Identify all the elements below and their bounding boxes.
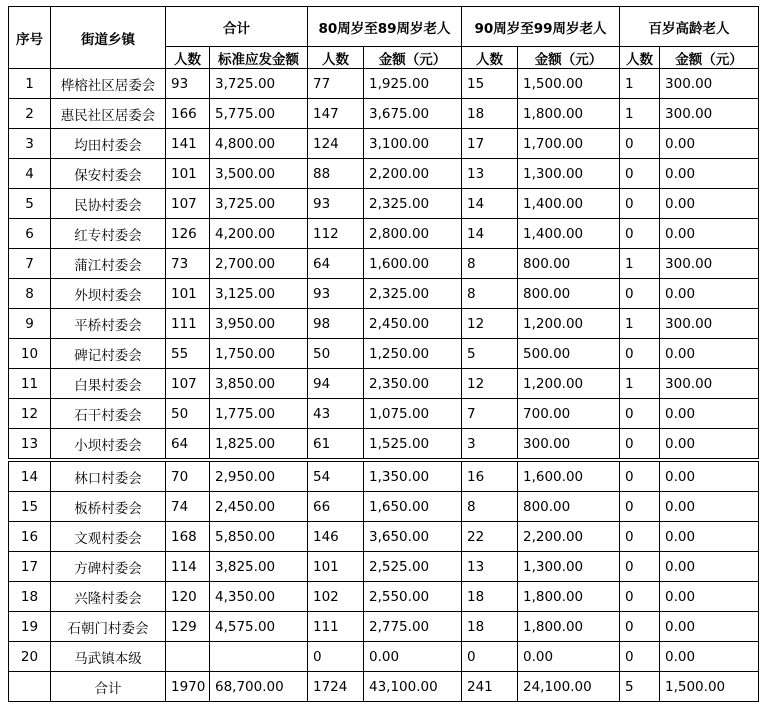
seq-cell: 10	[9, 339, 51, 369]
count-80: 102	[308, 582, 364, 612]
count-90: 5	[462, 339, 518, 369]
count-100: 1	[620, 369, 660, 399]
amount-100: 300.00	[660, 249, 759, 279]
table-row	[9, 612, 759, 642]
amount-90: 1,700.00	[518, 129, 620, 159]
count-100: 0	[620, 399, 660, 429]
amount-100: 300.00	[660, 309, 759, 339]
town-name: 林口村委会	[51, 462, 166, 492]
table-row	[9, 99, 759, 129]
count-100: 0	[620, 492, 660, 522]
amount-80: 0.00	[364, 642, 462, 672]
count-100: 0	[620, 552, 660, 582]
header-total: 合计	[166, 7, 308, 47]
amount-100: 0.00	[660, 582, 759, 612]
amount-90: 800.00	[518, 249, 620, 279]
table-row	[9, 399, 759, 429]
amount-100: 0.00	[660, 492, 759, 522]
town-name: 方碑村委会	[51, 552, 166, 582]
amount-100: 0.00	[660, 612, 759, 642]
seq-cell: 13	[9, 429, 51, 459]
amount-100: 0.00	[660, 129, 759, 159]
amount-80: 1,075.00	[364, 399, 462, 429]
total-amount: 5,775.00	[210, 99, 308, 129]
amount-80: 2,800.00	[364, 219, 462, 249]
elderly-subsidy-table-part1	[8, 6, 759, 459]
town-name: 保安村委会	[51, 159, 166, 189]
table-row	[9, 159, 759, 189]
amount-80: 1,250.00	[364, 339, 462, 369]
amount-80: 3,650.00	[364, 522, 462, 552]
count-100: 1	[620, 249, 660, 279]
total-row	[9, 672, 759, 702]
total-amount: 3,950.00	[210, 309, 308, 339]
town-name: 文观村委会	[51, 522, 166, 552]
total-amount: 3,825.00	[210, 552, 308, 582]
total-amount: 3,125.00	[210, 279, 308, 309]
total-count: 111	[166, 309, 210, 339]
amount-100: 0.00	[660, 462, 759, 492]
amount-90: 700.00	[518, 399, 620, 429]
town-name: 红专村委会	[51, 219, 166, 249]
table-row	[9, 249, 759, 279]
count-90: 12	[462, 369, 518, 399]
table-row	[9, 429, 759, 459]
amount-80: 2,200.00	[364, 159, 462, 189]
seq-cell: 9	[9, 309, 51, 339]
total-count: 74	[166, 492, 210, 522]
town-name: 白果村委会	[51, 369, 166, 399]
table-row	[9, 69, 759, 99]
total-count: 50	[166, 399, 210, 429]
header-90-99: 90周岁至99周岁老人	[462, 7, 620, 47]
total-amount: 68,700.00	[210, 672, 308, 702]
amount-80: 1,600.00	[364, 249, 462, 279]
count-90: 17	[462, 129, 518, 159]
amount-90: 1,800.00	[518, 582, 620, 612]
town-name: 惠民社区居委会	[51, 99, 166, 129]
seq-cell: 4	[9, 159, 51, 189]
count-100: 0	[620, 129, 660, 159]
amount-90: 1,600.00	[518, 462, 620, 492]
seq-cell: 16	[9, 522, 51, 552]
subheader-total-amount: 标准应发金额	[210, 47, 308, 69]
count-80: 0	[308, 642, 364, 672]
amount-90: 1,400.00	[518, 189, 620, 219]
total-amount: 5,850.00	[210, 522, 308, 552]
count-100: 0	[620, 339, 660, 369]
total-amount: 4,200.00	[210, 219, 308, 249]
count-100: 1	[620, 69, 660, 99]
total-90-count: 241	[462, 672, 518, 702]
total-80-count: 1724	[308, 672, 364, 702]
seq-cell: 19	[9, 612, 51, 642]
total-amount: 1,775.00	[210, 399, 308, 429]
total-80-amount: 43,100.00	[364, 672, 462, 702]
total-count: 120	[166, 582, 210, 612]
total-100-count: 5	[620, 672, 660, 702]
seq-cell: 8	[9, 279, 51, 309]
total-amount: 2,950.00	[210, 462, 308, 492]
town-name: 外坝村委会	[51, 279, 166, 309]
amount-80: 1,925.00	[364, 69, 462, 99]
town-name: 均田村委会	[51, 129, 166, 159]
total-amount: 4,575.00	[210, 612, 308, 642]
total-count: 1970	[166, 672, 210, 702]
seq-cell: 15	[9, 492, 51, 522]
count-100: 0	[620, 642, 660, 672]
count-90: 8	[462, 492, 518, 522]
count-90: 0	[462, 642, 518, 672]
count-90: 18	[462, 612, 518, 642]
table-row	[9, 582, 759, 612]
total-count: 126	[166, 219, 210, 249]
count-80: 54	[308, 462, 364, 492]
count-100: 0	[620, 462, 660, 492]
table-row	[9, 279, 759, 309]
count-100: 0	[620, 612, 660, 642]
elderly-subsidy-table-part2	[8, 461, 759, 702]
total-amount: 1,825.00	[210, 429, 308, 459]
count-100: 0	[620, 159, 660, 189]
subheader-80-amount: 金额（元）	[364, 47, 462, 69]
seq-cell: 12	[9, 399, 51, 429]
amount-100: 0.00	[660, 399, 759, 429]
amount-90: 1,300.00	[518, 159, 620, 189]
count-80: 61	[308, 429, 364, 459]
subheader-total-count: 人数	[166, 47, 210, 69]
town-name: 小坝村委会	[51, 429, 166, 459]
total-count: 107	[166, 189, 210, 219]
total-count: 107	[166, 369, 210, 399]
town-name: 桦榕社区居委会	[51, 69, 166, 99]
amount-90: 0.00	[518, 642, 620, 672]
amount-80: 2,775.00	[364, 612, 462, 642]
count-80: 93	[308, 279, 364, 309]
subheader-100-count: 人数	[620, 47, 660, 69]
count-90: 13	[462, 159, 518, 189]
table-row	[9, 369, 759, 399]
table-row	[9, 642, 759, 672]
town-name: 石朝门村委会	[51, 612, 166, 642]
seq-cell: 1	[9, 69, 51, 99]
count-80: 93	[308, 189, 364, 219]
table-row	[9, 492, 759, 522]
town-name: 民协村委会	[51, 189, 166, 219]
amount-90: 500.00	[518, 339, 620, 369]
count-80: 147	[308, 99, 364, 129]
amount-90: 300.00	[518, 429, 620, 459]
subheader-80-count: 人数	[308, 47, 364, 69]
count-80: 124	[308, 129, 364, 159]
amount-100: 300.00	[660, 99, 759, 129]
subheader-100-amount: 金额（元）	[660, 47, 759, 69]
table-row	[9, 339, 759, 369]
amount-100: 300.00	[660, 369, 759, 399]
total-count: 166	[166, 99, 210, 129]
count-100: 0	[620, 219, 660, 249]
count-90: 16	[462, 462, 518, 492]
table-row	[9, 462, 759, 492]
count-90: 13	[462, 552, 518, 582]
count-90: 14	[462, 189, 518, 219]
count-100: 1	[620, 309, 660, 339]
amount-90: 1,400.00	[518, 219, 620, 249]
total-amount: 3,725.00	[210, 189, 308, 219]
count-100: 0	[620, 189, 660, 219]
count-80: 146	[308, 522, 364, 552]
amount-90: 800.00	[518, 279, 620, 309]
total-count: 70	[166, 462, 210, 492]
amount-100: 0.00	[660, 159, 759, 189]
seq-cell: 5	[9, 189, 51, 219]
amount-90: 1,800.00	[518, 612, 620, 642]
count-90: 3	[462, 429, 518, 459]
count-90: 18	[462, 99, 518, 129]
total-amount: 3,500.00	[210, 159, 308, 189]
amount-100: 0.00	[660, 522, 759, 552]
total-count: 129	[166, 612, 210, 642]
town-name: 蒲江村委会	[51, 249, 166, 279]
total-count	[166, 642, 210, 672]
amount-90: 2,200.00	[518, 522, 620, 552]
count-100: 0	[620, 279, 660, 309]
table-row	[9, 309, 759, 339]
amount-90: 800.00	[518, 492, 620, 522]
amount-100: 0.00	[660, 429, 759, 459]
count-100: 0	[620, 522, 660, 552]
total-count: 114	[166, 552, 210, 582]
amount-80: 2,450.00	[364, 309, 462, 339]
amount-90: 1,300.00	[518, 552, 620, 582]
total-amount: 2,700.00	[210, 249, 308, 279]
amount-80: 3,100.00	[364, 129, 462, 159]
header-100: 百岁高龄老人	[620, 7, 759, 47]
count-100: 0	[620, 429, 660, 459]
count-80: 94	[308, 369, 364, 399]
table-row	[9, 552, 759, 582]
total-count: 101	[166, 159, 210, 189]
total-100-amount: 1,500.00	[660, 672, 759, 702]
count-80: 66	[308, 492, 364, 522]
seq-cell: 7	[9, 249, 51, 279]
amount-100: 0.00	[660, 552, 759, 582]
amount-100: 0.00	[660, 339, 759, 369]
table-row	[9, 219, 759, 249]
amount-80: 3,675.00	[364, 99, 462, 129]
town-name: 石干村委会	[51, 399, 166, 429]
seq-cell: 3	[9, 129, 51, 159]
count-90: 8	[462, 279, 518, 309]
count-90: 22	[462, 522, 518, 552]
total-amount: 4,350.00	[210, 582, 308, 612]
count-80: 64	[308, 249, 364, 279]
total-amount: 3,850.00	[210, 369, 308, 399]
header-seq: 序号	[9, 7, 51, 69]
subheader-90-count: 人数	[462, 47, 518, 69]
count-80: 111	[308, 612, 364, 642]
total-amount: 3,725.00	[210, 69, 308, 99]
total-count: 93	[166, 69, 210, 99]
count-90: 7	[462, 399, 518, 429]
count-80: 112	[308, 219, 364, 249]
town-name: 兴隆村委会	[51, 582, 166, 612]
amount-100: 0.00	[660, 642, 759, 672]
count-90: 14	[462, 219, 518, 249]
count-80: 43	[308, 399, 364, 429]
amount-100: 0.00	[660, 279, 759, 309]
town-name: 碑记村委会	[51, 339, 166, 369]
total-count: 73	[166, 249, 210, 279]
total-amount	[210, 642, 308, 672]
amount-90: 1,800.00	[518, 99, 620, 129]
table-row	[9, 129, 759, 159]
count-80: 88	[308, 159, 364, 189]
amount-100: 0.00	[660, 219, 759, 249]
town-name: 板桥村委会	[51, 492, 166, 522]
total-seq-cell	[9, 672, 51, 702]
amount-90: 1,500.00	[518, 69, 620, 99]
amount-80: 1,650.00	[364, 492, 462, 522]
count-90: 12	[462, 309, 518, 339]
total-amount: 2,450.00	[210, 492, 308, 522]
seq-cell: 6	[9, 219, 51, 249]
seq-cell: 2	[9, 99, 51, 129]
total-count: 168	[166, 522, 210, 552]
amount-80: 2,525.00	[364, 552, 462, 582]
seq-cell: 14	[9, 462, 51, 492]
table-row	[9, 189, 759, 219]
subheader-90-amount: 金额（元）	[518, 47, 620, 69]
count-80: 77	[308, 69, 364, 99]
town-name: 马武镇本级	[51, 642, 166, 672]
amount-100: 300.00	[660, 69, 759, 99]
count-100: 0	[620, 582, 660, 612]
total-count: 64	[166, 429, 210, 459]
total-count: 55	[166, 339, 210, 369]
count-100: 1	[620, 99, 660, 129]
amount-90: 1,200.00	[518, 369, 620, 399]
count-90: 18	[462, 582, 518, 612]
seq-cell: 18	[9, 582, 51, 612]
amount-80: 1,525.00	[364, 429, 462, 459]
amount-80: 2,350.00	[364, 369, 462, 399]
total-amount: 4,800.00	[210, 129, 308, 159]
amount-100: 0.00	[660, 189, 759, 219]
header-80-89: 80周岁至89周岁老人	[308, 7, 462, 47]
seq-cell: 20	[9, 642, 51, 672]
total-90-amount: 24,100.00	[518, 672, 620, 702]
count-80: 98	[308, 309, 364, 339]
town-name: 平桥村委会	[51, 309, 166, 339]
count-80: 101	[308, 552, 364, 582]
amount-90: 1,200.00	[518, 309, 620, 339]
amount-80: 2,325.00	[364, 279, 462, 309]
total-label: 合计	[51, 672, 166, 702]
amount-80: 2,550.00	[364, 582, 462, 612]
count-90: 8	[462, 249, 518, 279]
count-80: 50	[308, 339, 364, 369]
total-amount: 1,750.00	[210, 339, 308, 369]
total-count: 101	[166, 279, 210, 309]
amount-80: 2,325.00	[364, 189, 462, 219]
amount-80: 1,350.00	[364, 462, 462, 492]
header-town: 街道乡镇	[51, 7, 166, 69]
seq-cell: 17	[9, 552, 51, 582]
total-count: 141	[166, 129, 210, 159]
table-row	[9, 522, 759, 552]
seq-cell: 11	[9, 369, 51, 399]
count-90: 15	[462, 69, 518, 99]
